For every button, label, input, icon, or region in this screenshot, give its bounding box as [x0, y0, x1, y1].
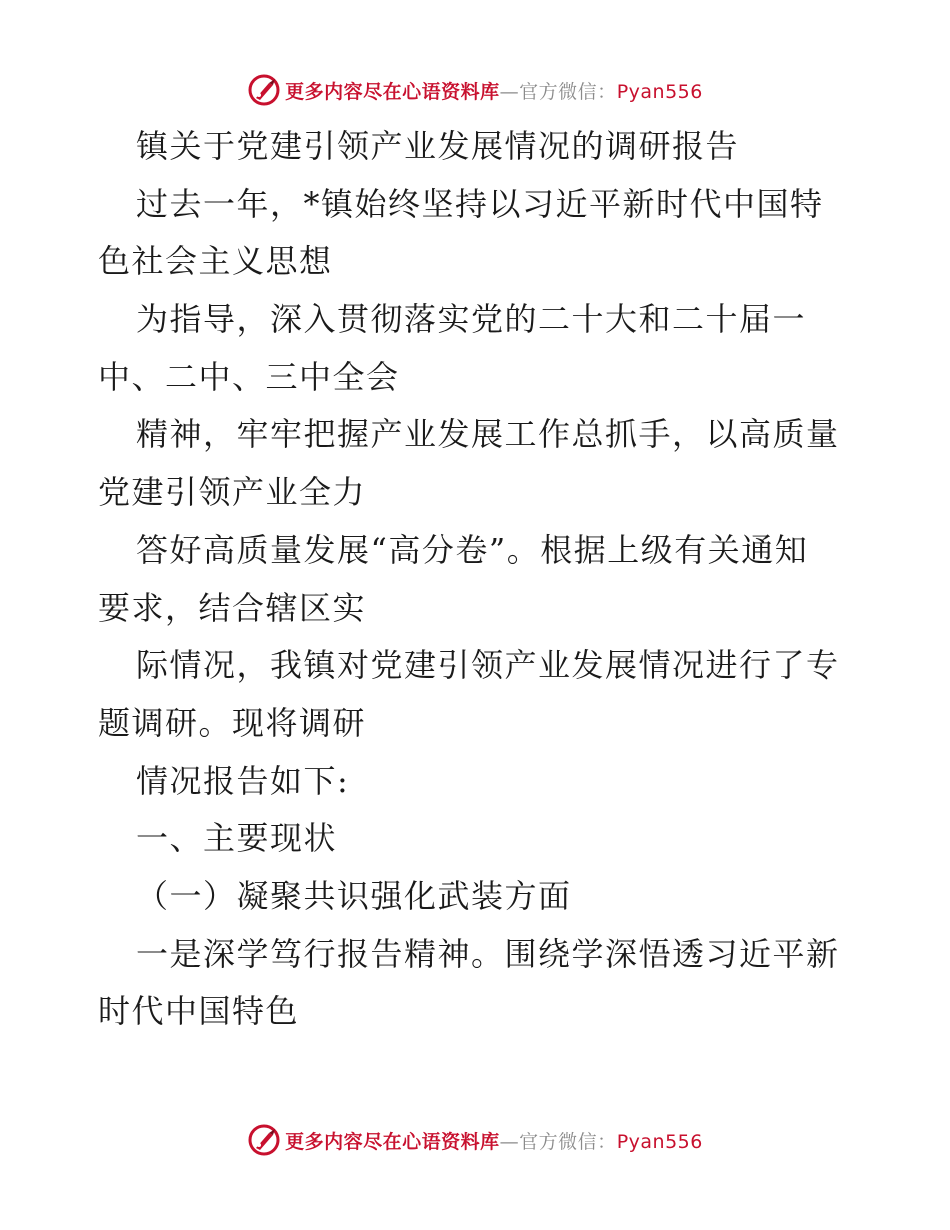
quill-logo-icon	[247, 73, 281, 107]
text-line: 党建引领产业全力	[98, 473, 367, 512]
text-line: 际情况，我镇对党建引领产业发展情况进行了专	[136, 646, 840, 685]
text-line: 过去一年，*镇始终坚持以习近平新时代中国特	[136, 184, 824, 223]
text-line: 为指导，深入贯彻落实党的二十大和二十届一	[136, 300, 807, 339]
watermark-text: 更多内容尽在心语资料库—官方微信：Pyan556	[285, 1130, 703, 1153]
watermark-text: 更多内容尽在心语资料库—官方微信：Pyan556	[285, 80, 703, 103]
text-line: 要求，结合辖区实	[98, 588, 367, 627]
footer-watermark	[0, 1120, 950, 1160]
text-line: 情况报告如下:	[136, 761, 350, 800]
text-line: 题调研。现将调研	[98, 703, 367, 742]
text-line: 时代中国特色	[98, 992, 300, 1031]
text-line: （一）凝聚共识强化武装方面	[136, 876, 572, 915]
document-body	[98, 118, 858, 1041]
text-line: 镇关于党建引领产业发展情况的调研报告	[136, 127, 740, 165]
text-line: 一是深学笃行报告精神。围绕学深悟透习近平新	[136, 934, 840, 973]
text-line: 一、主要现状	[136, 819, 338, 858]
quill-logo-icon	[247, 1123, 281, 1157]
text-line: 精神，牢牢把握产业发展工作总抓手，以高质量	[136, 415, 840, 454]
text-line: 答好高质量发展“高分卷”。根据上级有关通知	[136, 530, 809, 569]
text-line: 中、二中、三中全会	[98, 357, 400, 396]
header-watermark	[0, 70, 950, 110]
text-line: 色社会主义思想	[98, 242, 333, 281]
